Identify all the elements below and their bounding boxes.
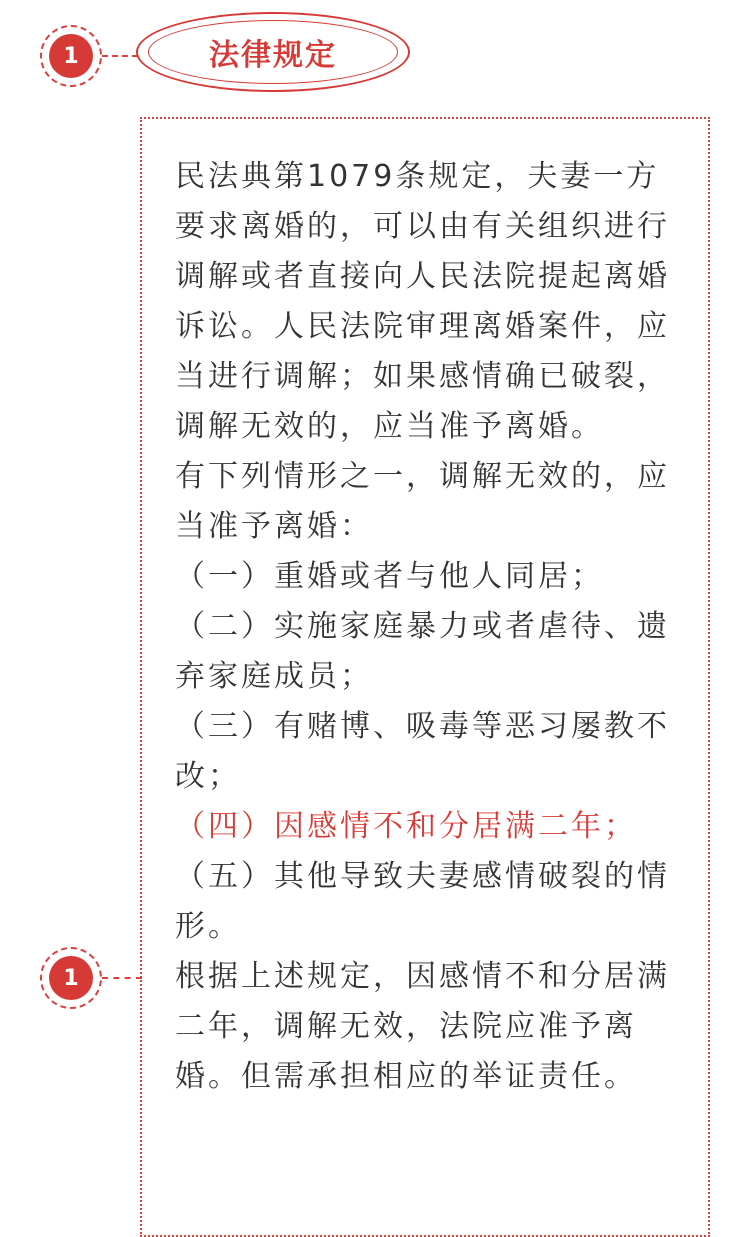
section-number-badge [49, 34, 93, 78]
paragraph-conditions-intro: 有下列情形之一，调解无效的，应当准予离婚： [175, 459, 670, 544]
side-badge-number: 1 [63, 965, 79, 991]
side-badge [49, 956, 93, 1000]
condition-item-2: （二）实施家庭暴力或者虐待、遗弃家庭成员； [175, 609, 670, 694]
condition-item-3: （三）有赌博、吸毒等恶习屡教不改； [175, 709, 670, 794]
condition-item-5: （五）其他导致夫妻感情破裂的情形。 [175, 859, 670, 944]
section-title: 法律规定 [209, 38, 337, 73]
law-text [175, 152, 675, 1102]
badge-connector-line [102, 55, 138, 57]
side-badge-outline [40, 947, 102, 1009]
condition-item-4-highlight: （四）因感情不和分居满二年； [175, 809, 637, 844]
side-badge-connector-line [102, 977, 142, 979]
section-number: 1 [63, 43, 79, 69]
condition-item-1: （一）重婚或者与他人同居； [175, 559, 604, 594]
paragraph-article: 民法典第1079条规定，夫妻一方要求离婚的，可以由有关组织进行调解或者直接向人民法院提起离婚诉讼。人民法院审理离婚案件，应当进行调解；如果感情确已破裂，调解无效的，应当准予离婚。 [175, 159, 670, 444]
section-number-badge-outline [40, 25, 102, 87]
title-ellipse [148, 20, 398, 84]
paragraph-conclusion: 根据上述规定，因感情不和分居满二年，调解无效，法院应准予离婚。但需承担相应的举证责任。 [175, 959, 670, 1094]
